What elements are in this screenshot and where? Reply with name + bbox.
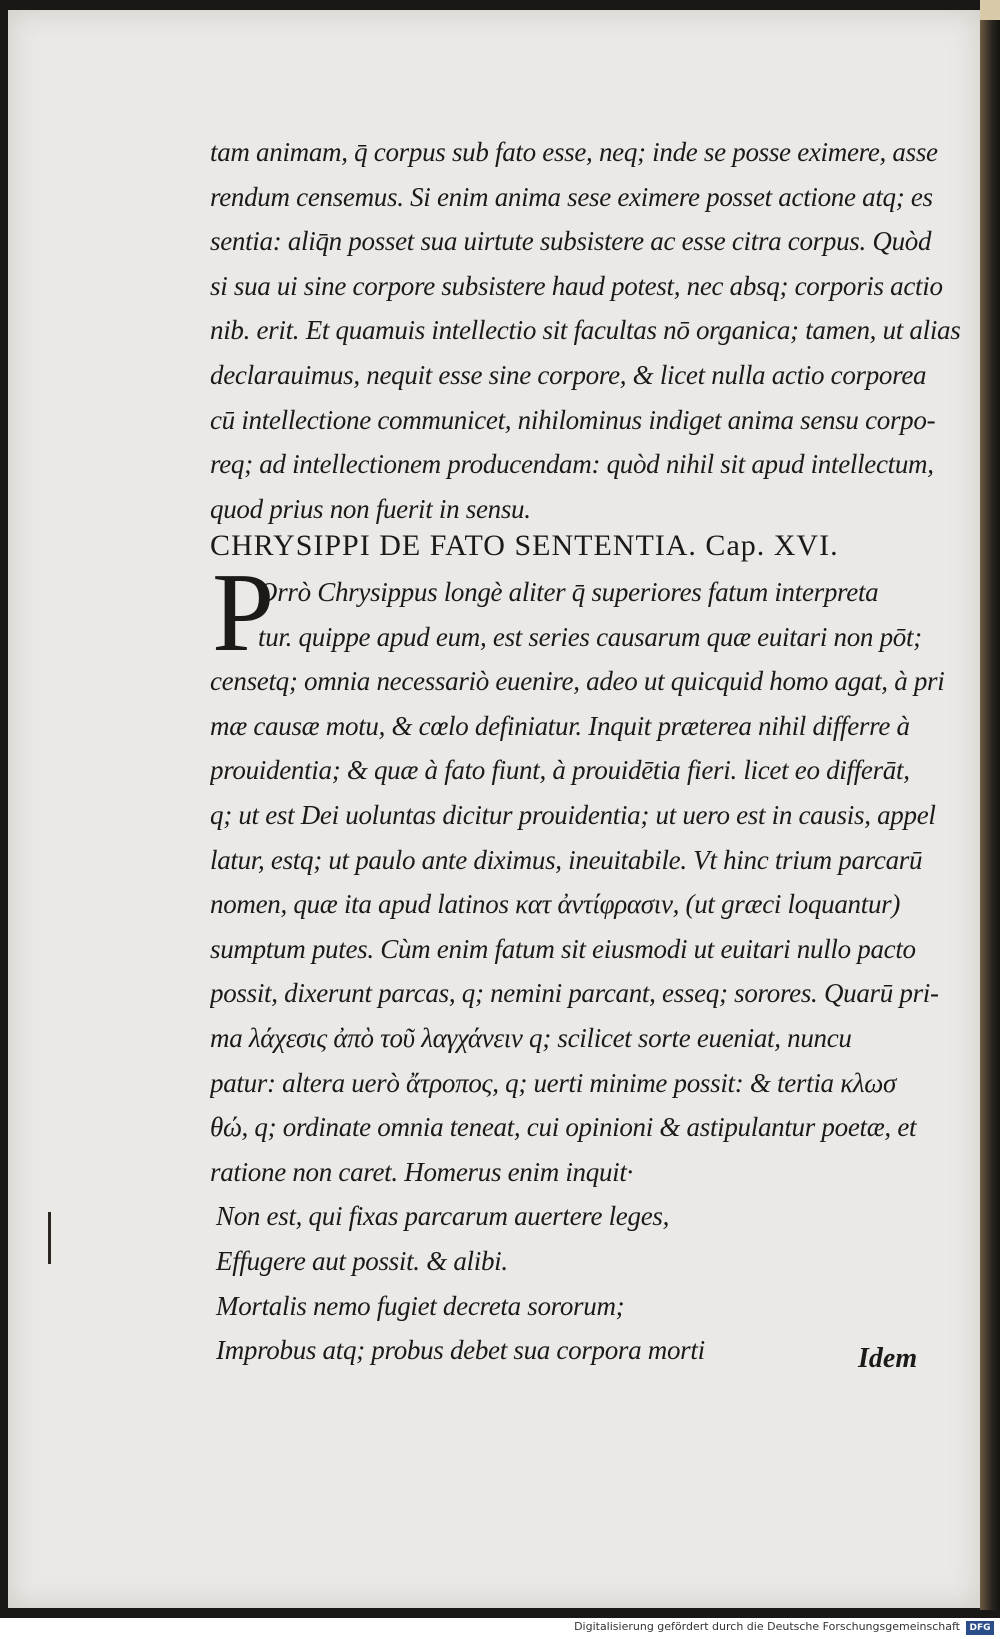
verse-line: Improbus atq; probus debet sua corpora morti	[216, 1335, 705, 1366]
text-line: si sua ui sine corpore subsistere haud potest, nec absq; corporis actio	[210, 270, 943, 301]
chapter-text	[210, 551, 975, 1373]
page-corner	[980, 0, 1000, 20]
dfg-logo: DFG	[966, 1621, 994, 1635]
text-line: Orrò Chrysippus longè aliter q̄ superiores fatum interpreta	[258, 577, 879, 607]
margin-mark	[48, 1212, 51, 1264]
text-line: censetq; omnia necessariò euenire, adeo ut quicquid homo agat, à pri	[210, 666, 945, 697]
text-line: q; ut est Dei uoluntas dicitur prouidentia; ut uero est in causis, appel	[210, 799, 936, 830]
funding-credit: Digitalisierung gefördert durch die Deutsche Forschungsgemeinschaft	[574, 1620, 960, 1633]
text-line: patur: altera uerò ἄτροπος, q; uerti minime possit: & tertia κλωσ	[210, 1067, 897, 1098]
text-line: quod prius non fuerit in sensu.	[210, 493, 531, 524]
text-line: prouidentia; & quæ à fato fiunt, à prouidētia fieri. licet eo differāt,	[210, 755, 910, 786]
text-line: nib. erit. Et quamuis intellectio sit facultas nō organica; tamen, ut alias	[210, 315, 961, 346]
body-text	[210, 130, 975, 531]
catchword: Idem	[858, 1343, 918, 1374]
chapter-heading: CHRYSIPPI DE FATO SENTENTIA. Cap. XVI.	[210, 529, 839, 562]
verse-line: Non est, qui fixas parcarum auertere leges,	[216, 1201, 670, 1232]
verse-line: Mortalis nemo fugiet decreta sororum;	[216, 1290, 625, 1321]
text-line: cū intellectione communicet, nihilominus indiget anima sensu corpo-	[210, 404, 936, 435]
text-line: tur. quippe apud eum, est series causarum quæ euitari non pōt;	[258, 621, 922, 652]
text-line: θώ, q; ordinate omnia teneat, cui opinioni & astipulantur poetæ, et	[210, 1112, 917, 1143]
text-line: nomen, quæ ita apud latinos κατ ἀντίφρασιν, (ut græci loquantur)	[210, 889, 901, 920]
text-line: mæ causæ motu, & cœlo definiatur. Inquit præterea nihil differre à	[210, 710, 910, 741]
text-line: ratione non caret. Homerus enim inquit·	[210, 1156, 634, 1187]
text-line: sentia: aliq̄n posset sua uirtute subsistere ac esse citra corpus. Quòd	[210, 226, 932, 257]
text-line: declarauimus, nequit esse sine corpore, & licet nulla actio corporea	[210, 359, 927, 390]
text-line: sumptum putes. Cùm enim fatum sit eiusmodi ut euitari nullo pacto	[210, 933, 916, 964]
footer-bar	[0, 1618, 1000, 1639]
text-line: possit, dixerunt parcas, q; nemini parcant, esseq; sorores. Quarū pri-	[210, 978, 939, 1009]
text-line: req; ad intellectionem producendam: quòd nihil sit apud intellectum,	[210, 449, 934, 480]
text-line: rendum censemus. Si enim anima sese eximere posset actione atq; es	[210, 181, 933, 212]
text-line: tam animam, q̄ corpus sub fato esse, neq; inde se posse eximere, asse	[210, 137, 938, 167]
verse-line: Effugere aut possit. & alibi.	[216, 1245, 508, 1276]
text-line: ma λάχεσις ἀπὸ τοῦ λαγχάνειν q; scilicet sorte eueniat, nuncu	[210, 1022, 852, 1053]
drop-cap-initial: P	[212, 551, 275, 675]
text-line: latur, estq; ut paulo ante diximus, ineuitabile. Vt hinc trium parcarū	[210, 844, 923, 875]
book-edge	[980, 0, 1000, 1610]
